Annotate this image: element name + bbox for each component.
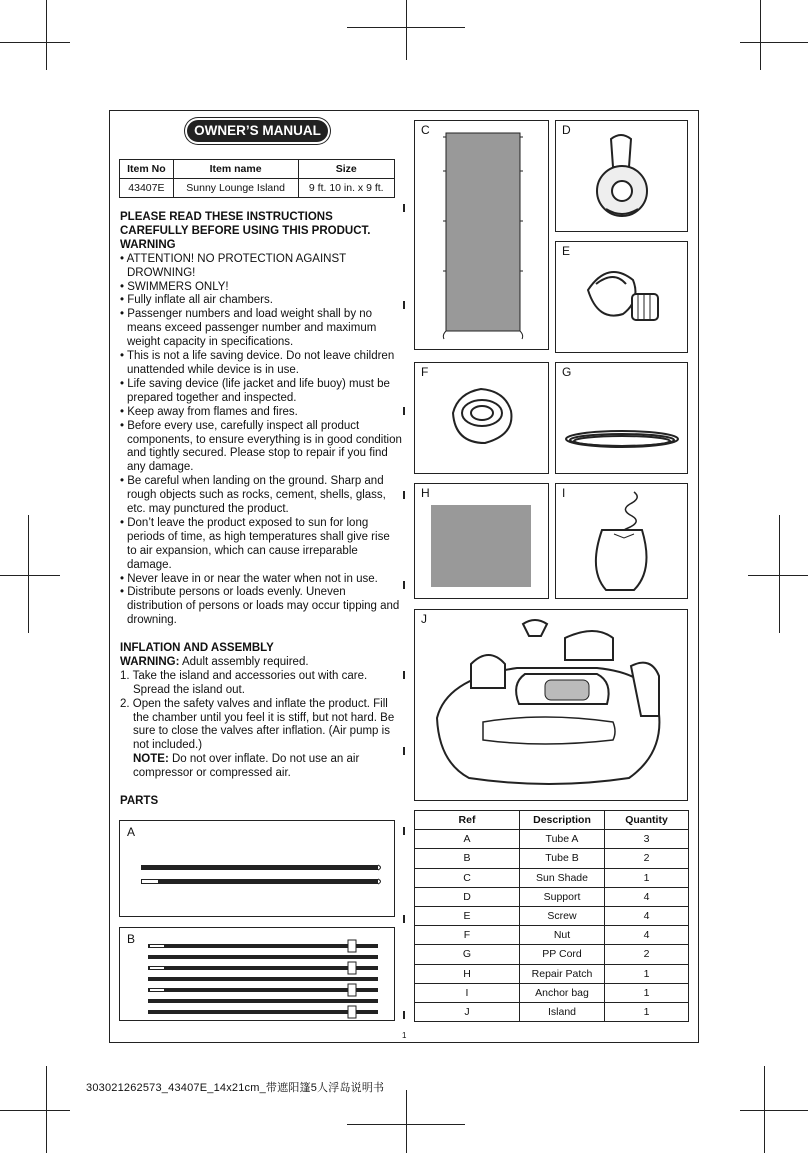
fold-mark [403, 581, 405, 589]
inflation-heading: INFLATION AND ASSEMBLY [120, 642, 274, 654]
part-h-panel [414, 483, 549, 599]
description-cell: Screw [520, 906, 605, 925]
item-no-cell: 43407E [120, 179, 174, 198]
quantity-cell: 1 [605, 1002, 689, 1021]
ref-cell: B [415, 849, 520, 868]
parts-row [415, 887, 689, 906]
description-cell: Repair Patch [520, 964, 605, 983]
part-b-label: B [127, 932, 136, 946]
parts-row [415, 964, 689, 983]
warning-item: • Keep away from flames and fires. [120, 405, 298, 418]
parts-row [415, 1002, 689, 1021]
part-g-panel [555, 362, 688, 474]
ref-cell: A [415, 830, 520, 849]
fold-mark [403, 1011, 405, 1019]
parts-row [415, 926, 689, 945]
quantity-cell: 3 [605, 830, 689, 849]
part-j-panel [414, 609, 688, 801]
parts-heading: PARTS [120, 795, 159, 807]
quantity-header: Quantity [605, 811, 689, 830]
manual-page [109, 110, 699, 1043]
part-b-panel [119, 927, 395, 1021]
parts-row [415, 830, 689, 849]
note-text: Do not over inflate. Do not use an air compressor or compressed air. [133, 753, 360, 780]
parts-row [415, 849, 689, 868]
ref-header: Ref [415, 811, 520, 830]
warning-item: • Life saving device (life jacket and life buoy) must be prepared together and inspected. [120, 377, 390, 404]
warning-item: • ATTENTION! NO PROTECTION AGAINST DROWNING! [120, 252, 346, 279]
support-illustration [556, 121, 689, 233]
quantity-cell: 4 [605, 887, 689, 906]
part-j-label: J [421, 612, 427, 626]
warning-item: • SWIMMERS ONLY! [120, 280, 229, 293]
fold-mark [403, 915, 405, 923]
inflation-warning-label: WARNING: [120, 655, 180, 668]
part-c-panel [414, 120, 549, 350]
warning-item: • Passenger numbers and load weight shall by no means exceed passenger number and maximum weight capacity in specifications. [120, 308, 377, 349]
parts-row [415, 906, 689, 925]
parts-row [415, 868, 689, 887]
warning-heading: WARNING [120, 238, 176, 251]
item-name-header: Item name [173, 160, 298, 179]
repair-patch-illustration [415, 484, 550, 600]
manual-title: OWNER’S MANUAL [187, 120, 328, 142]
description-cell: Island [520, 1002, 605, 1021]
ref-cell: G [415, 945, 520, 964]
description-cell: PP Cord [520, 945, 605, 964]
parts-table [414, 810, 689, 1022]
pp-cord-illustration [556, 363, 689, 475]
description-cell: Tube A [520, 830, 605, 849]
description-cell: Nut [520, 926, 605, 945]
part-e-panel [555, 241, 688, 353]
nut-illustration [415, 363, 550, 475]
ref-cell: J [415, 1002, 520, 1021]
part-d-label: D [562, 123, 571, 137]
ref-cell: F [415, 926, 520, 945]
description-cell: Support [520, 887, 605, 906]
quantity-cell: 4 [605, 926, 689, 945]
fold-mark [403, 491, 405, 499]
description-cell: Tube B [520, 849, 605, 868]
fold-mark [403, 407, 405, 415]
item-no-header: Item No [120, 160, 174, 179]
fold-mark [403, 301, 405, 309]
warning-item: • Don’t leave the product exposed to sun for long periods of time, as high temperatures shall give rise to air expansion, which can cause irreparable damage. [120, 516, 390, 571]
part-f-label: F [421, 365, 429, 379]
size-header: Size [298, 160, 395, 179]
item-name-cell: Sunny Lounge Island [173, 179, 298, 198]
description-cell: Sun Shade [520, 868, 605, 887]
warning-item: • Before every use, carefully inspect all product components, to ensure everything is in good condition and tightly secured. Please stop to repair if you find any damage. [120, 419, 402, 474]
page-number: 1 [402, 1031, 407, 1040]
ref-cell: E [415, 906, 520, 925]
warning-item: • Be careful when landing on the ground. Sharp and rough objects such as rocks, cement, shells, glass, etc. may punctured the product. [120, 475, 386, 516]
quantity-cell: 2 [605, 945, 689, 964]
part-i-panel [555, 483, 688, 599]
part-c-label: C [421, 123, 430, 137]
note [120, 753, 402, 781]
warning-item: • Fully inflate all air chambers. [120, 294, 273, 307]
fold-mark [403, 204, 405, 212]
inflation-warning [120, 656, 402, 670]
instructions-text [120, 211, 402, 628]
description-header: Description [520, 811, 605, 830]
tube-a-illustration [120, 821, 396, 918]
tube-b-illustration [120, 928, 396, 1022]
fold-mark [403, 827, 405, 835]
note-label: NOTE: [133, 753, 169, 766]
screw-illustration [556, 242, 689, 354]
part-d-panel [555, 120, 688, 232]
part-f-panel [414, 362, 549, 474]
file-footer: 303021262573_43407E_14x21cm_带遮阳篷5人浮岛说明书 [86, 1082, 385, 1094]
parts-row [415, 945, 689, 964]
inflation-warning-text: Adult assembly required. [179, 655, 309, 668]
instructions-heading-1: PLEASE READ THESE INSTRUCTIONS [120, 211, 333, 223]
quantity-cell: 1 [605, 868, 689, 887]
part-a-label: A [127, 825, 136, 839]
ref-cell: I [415, 983, 520, 1002]
instructions-heading-2: CAREFULLY BEFORE USING THIS PRODUCT. [120, 224, 371, 237]
ref-cell: H [415, 964, 520, 983]
part-e-label: E [562, 244, 571, 258]
parts-row [415, 983, 689, 1002]
warning-item: • Distribute persons or loads evenly. Uneven distribution of persons or loads may occur tipping and drowning. [120, 586, 400, 627]
island-illustration [415, 610, 689, 802]
quantity-cell: 4 [605, 906, 689, 925]
part-i-label: I [562, 486, 566, 500]
item-table [119, 159, 395, 198]
size-cell: 9 ft. 10 in. x 9 ft. [298, 179, 395, 198]
assembly-step: 2. Open the safety valves and inflate the product. Fill the chamber until you feel it is stiff, but not hard. Be sure to close the valves after inflation. (Air pump is not included.) [120, 697, 395, 752]
quantity-cell: 1 [605, 964, 689, 983]
ref-cell: C [415, 868, 520, 887]
warning-item: • This is not a life saving device. Do not leave children unattended while device is in use. [120, 350, 395, 376]
part-h-label: H [421, 486, 430, 500]
description-cell: Anchor bag [520, 983, 605, 1002]
quantity-cell: 1 [605, 983, 689, 1002]
sun-shade-illustration [415, 121, 550, 351]
part-a-panel [119, 820, 395, 917]
fold-mark [403, 747, 405, 755]
assembly-step: 1. Take the island and accessories out with care. Spread the island out. [120, 669, 368, 696]
inflation-section [120, 642, 402, 781]
quantity-cell: 2 [605, 849, 689, 868]
anchor-bag-illustration [556, 484, 689, 600]
ref-cell: D [415, 887, 520, 906]
fold-mark [403, 671, 405, 679]
warning-item: • Never leave in or near the water when not in use. [120, 572, 378, 585]
part-g-label: G [562, 365, 572, 379]
